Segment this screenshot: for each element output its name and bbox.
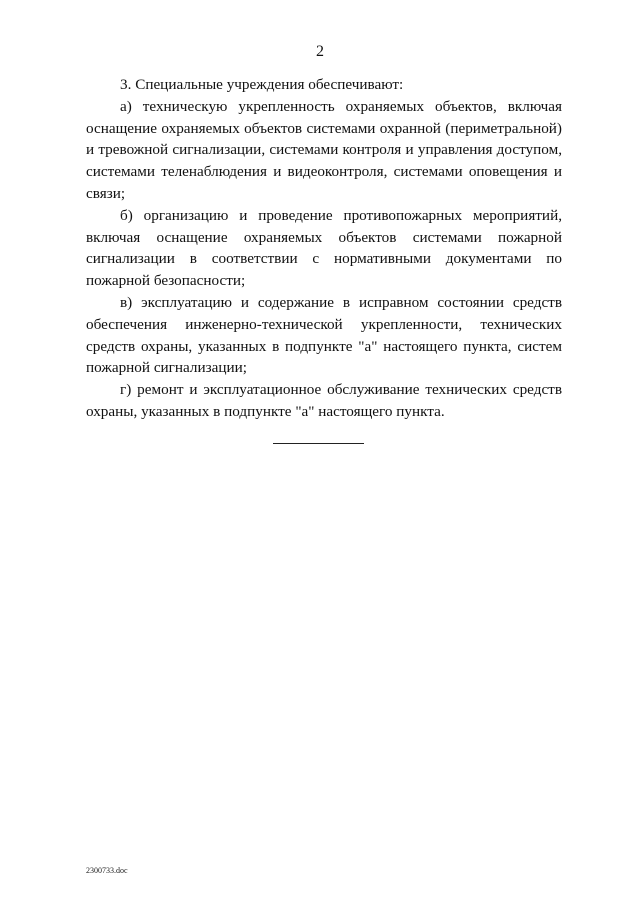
paragraph-item-g: г) ремонт и эксплуатационное обслуживание технических средств охраны, указанных в подпункте "а" настоящего пункта. (86, 381, 562, 420)
end-separator-line (273, 443, 364, 444)
document-file-id: 2300733.doc (86, 866, 128, 875)
paragraph-item-v: в) эксплуатацию и содержание в исправном состоянии средств обеспечения инженерно-технической укрепленности, технических средств охраны, указанных в подпункте "а" настоящего пункта, систем пожарной сигнализации; (86, 293, 562, 377)
page-number: 2 (316, 43, 324, 60)
paragraph-item-a: а) техническую укрепленность охраняемых объектов, включая оснащение охраняемых объектов системами охранной (периметральной) и тревожной сигнализации, системами контроля и управления доступом, системами теленаблюдения и видеоконтроля, системами оповещения и связи; (86, 97, 562, 202)
paragraph-item-b: б) организацию и проведение противопожарных мероприятий, включая оснащение охраняемых объектов системами пожарной сигнализации в соответствии с нормативными документами по пожарной безопасности; (86, 206, 562, 290)
paragraph-intro: 3. Специальные учреждения обеспечивают: (120, 76, 404, 93)
document-body (86, 74, 562, 423)
